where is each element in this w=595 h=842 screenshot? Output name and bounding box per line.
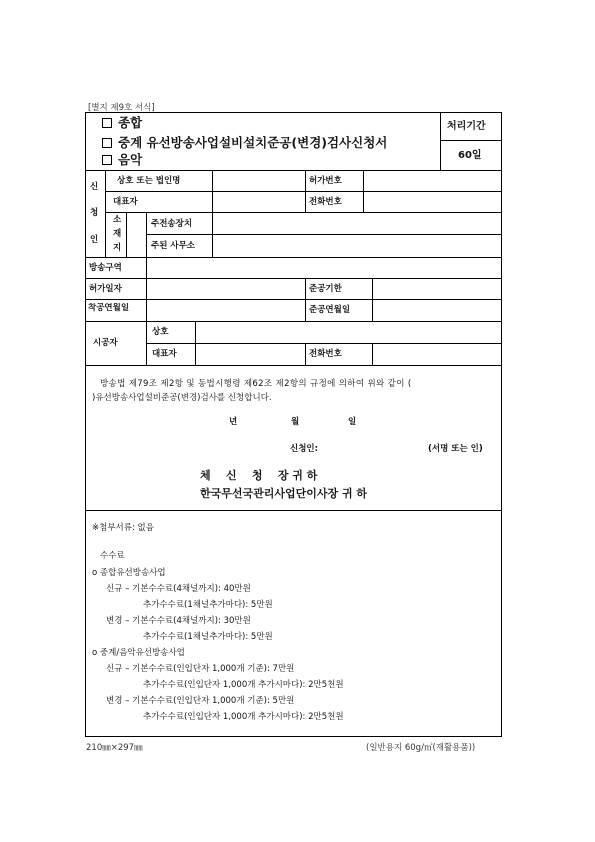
- attachments-note: ※첨부서류: 없음: [92, 523, 154, 533]
- main-station-field[interactable]: [213, 213, 501, 233]
- fee-section-heading: o 종합유선방송사업: [92, 568, 166, 578]
- permit-number-field[interactable]: [364, 171, 501, 190]
- title-option-relay: 중계 유선방송사업설비설치준공(변경)검사신청서: [102, 137, 387, 150]
- fee-line: 변경 – 기본수수료(인입단자 1,000개 기준): 5만원: [106, 696, 295, 706]
- applicant-label-3: 인: [90, 235, 99, 245]
- completion-deadline-label: 준공기한: [309, 284, 342, 294]
- recipient-2: 한국무선국관리사업단이사장 귀 하: [200, 487, 368, 500]
- title-option-general: 종합: [102, 117, 142, 130]
- fee-line: 변경 – 기본수수료(4채널까지): 30만원: [106, 616, 251, 626]
- company-name-field[interactable]: [213, 171, 304, 190]
- checkbox-icon[interactable]: [102, 155, 112, 165]
- fee-line: 추가수수료(1채널추가마다): 5만원: [143, 600, 273, 610]
- phone-label: 전화번호: [309, 197, 342, 207]
- fee-line: 추가수수료(인입단자 1,000개 추가시마다): 2만5천원: [143, 712, 344, 722]
- fees-title: 수수료: [100, 551, 125, 561]
- permit-number-label: 허가번호: [309, 176, 342, 186]
- statement-line-2: )유선방송사업설비준공(변경)검사를 신청합니다.: [92, 393, 272, 403]
- statement-line-1: 방송법 제79조 제2항 및 동법시행령 제62조 제2항의 규정에 의하여 위와 같이 (: [100, 379, 412, 389]
- contractor-company-label: 상호: [152, 327, 169, 337]
- processing-period-label: 처리기간: [447, 121, 486, 132]
- phone-field[interactable]: [364, 192, 501, 211]
- date-month-label: 월: [291, 417, 300, 427]
- date-day-label: 일: [348, 417, 357, 427]
- broadcast-area-field[interactable]: [147, 258, 501, 277]
- completion-date-field[interactable]: [373, 300, 501, 320]
- completion-deadline-field[interactable]: [373, 279, 501, 298]
- location-label-1: 소: [113, 215, 122, 225]
- fee-line: 추가수수료(인입단자 1,000개 추가시마다): 2만5천원: [143, 680, 344, 690]
- contractor-label: 시공자: [93, 338, 118, 348]
- completion-date-label: 준공연월일: [309, 305, 351, 315]
- checkbox-icon[interactable]: [102, 138, 112, 148]
- processing-period-value: 60일: [458, 150, 482, 161]
- applicant-label-1: 신: [90, 182, 99, 192]
- signature-note: (서명 또는 인): [428, 444, 483, 454]
- company-name-label: 상호 또는 법인명: [117, 176, 181, 186]
- contractor-phone-label: 전화번호: [309, 349, 342, 359]
- contractor-representative-label: 대표자: [152, 349, 177, 359]
- construction-start-field[interactable]: [147, 300, 304, 320]
- representative-label: 대표자: [113, 197, 138, 207]
- contractor-representative-field[interactable]: [196, 344, 304, 364]
- title-option-music: 음악: [102, 154, 142, 167]
- main-office-label: 주된 사무소: [151, 241, 196, 251]
- main-station-label: 주전송장치: [151, 219, 193, 229]
- applicant-signature-label: 신청인:: [290, 444, 319, 454]
- broadcast-area-label: 방송구역: [89, 263, 122, 273]
- permit-date-field[interactable]: [147, 279, 304, 298]
- applicant-label-2: 청: [90, 208, 99, 218]
- fee-line: 신규 – 기본수수료(인입단자 1,000개 기준): 7만원: [106, 664, 295, 674]
- contractor-phone-field[interactable]: [373, 344, 501, 364]
- representative-field[interactable]: [213, 192, 304, 211]
- contractor-company-field[interactable]: [196, 322, 501, 342]
- fee-line: 신규 – 기본수수료(4채널까지): 40만원: [106, 584, 251, 594]
- location-label-3: 지: [113, 243, 122, 253]
- location-label-2: 재: [113, 229, 122, 239]
- checkbox-icon[interactable]: [102, 118, 112, 128]
- date-year-label: 년: [229, 417, 238, 427]
- main-office-field[interactable]: [213, 235, 501, 256]
- fee-section-heading: o 중계/음악유선방송사업: [92, 648, 185, 658]
- permit-date-label: 허가일자: [89, 284, 122, 294]
- paper-size: 210㎜×297㎜: [86, 743, 143, 753]
- fee-line: 추가수수료(1채널추가마다): 5만원: [143, 632, 273, 642]
- recipient-1: 체 신 청 장 귀 하: [200, 469, 318, 482]
- construction-start-label: 착공연월일: [88, 303, 130, 313]
- paper-spec: (일반용지 60g/㎡(재활용품)): [366, 743, 476, 753]
- form-label: [별지 제9호 서식]: [88, 103, 155, 113]
